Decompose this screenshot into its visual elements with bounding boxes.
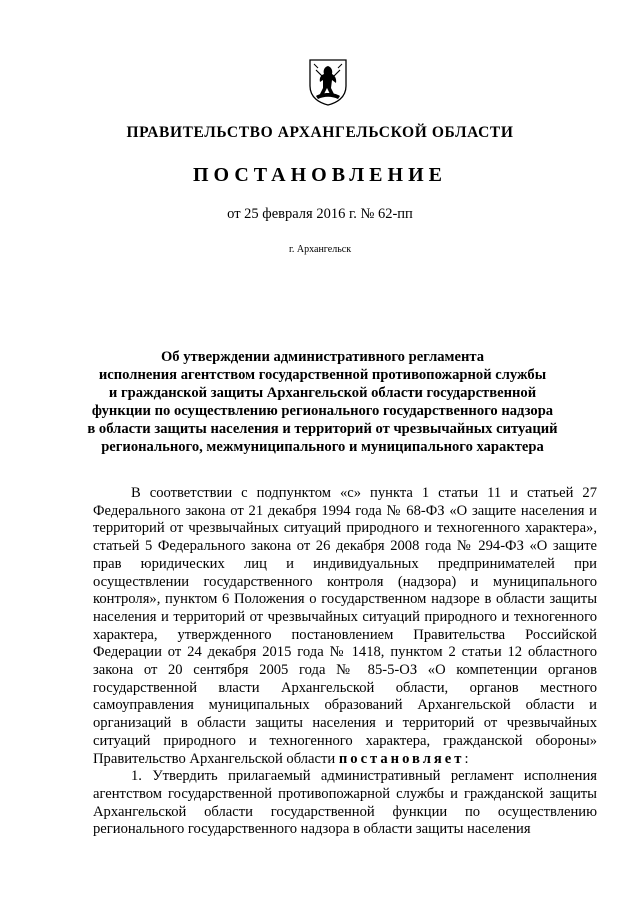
coat-of-arms-icon xyxy=(308,58,348,106)
heading-line: регионального, межмуниципального и муниципального характера xyxy=(101,439,544,455)
resolves-colon: : xyxy=(464,750,469,767)
heading-line: в области защиты населения и территорий от чрезвычайных ситуаций xyxy=(87,421,558,437)
heading-line: исполнения агентством государственной противопожарной службы xyxy=(98,367,547,383)
heading-line: и гражданской защиты Архангельской области государственной xyxy=(108,385,537,401)
item-1-paragraph: 1. Утвердить прилагаемый административный регламент исполнения агентством государственной противопожарной службы и гражданской защиты Архангельской области государственной функции по осуществлению регионального государственного надзора в области защиты населения xyxy=(93,768,597,838)
document-type: ПОСТАНОВЛЕНИЕ xyxy=(193,164,447,186)
document-body xyxy=(93,485,597,839)
resolves-word: постановляет xyxy=(338,750,465,767)
intro-paragraph xyxy=(93,485,597,768)
document-heading xyxy=(80,348,565,456)
heading-line: Об утверждении административного регламента xyxy=(160,349,485,365)
heading-line: функции по осуществлению регионального государственного надзора xyxy=(91,403,554,419)
document-city: г. Архангельск xyxy=(288,244,352,255)
intro-text: В соответствии с подпунктом «с» пункта 1 статьи 11 и статьей 27 Федерального закона от 21 декабря 1994 года № 68-ФЗ «О защите населения и территорий от чрезвычайных ситуаций природного и техногенного характера», статьей 5 Федерального закона от 26 декабря 2008 года № 294-ФЗ «О защите прав юридических лиц и индивидуальных предпринимателей при осуществлении государственного контроля (надзора) и муниципального контроля», пунктом 6 Положения о государственном надзоре в области защиты населения и территорий от чрезвычайных ситуаций природного и техногенного характера, утвержденного постановлением Правительства Российской Федерации от 24 декабря 2015 года № 1418, пунктом 2 статьи 12 областного закона от 20 сентября 2005 года № 85-5-ОЗ «О компетенции органов государственной власти Архангельской области, органов местного самоуправления муниципальных образований Архангельской области и организаций в области защиты населения и территорий от чрезвычайных ситуаций природного и техногенного характера, гражданской обороны» Правительство Архангельской области xyxy=(93,485,597,767)
document-date-number: от 25 февраля 2016 г. № 62-пп xyxy=(227,206,413,222)
government-title: ПРАВИТЕЛЬСТВО АРХАНГЕЛЬСКОЙ ОБЛАСТИ xyxy=(126,124,514,141)
